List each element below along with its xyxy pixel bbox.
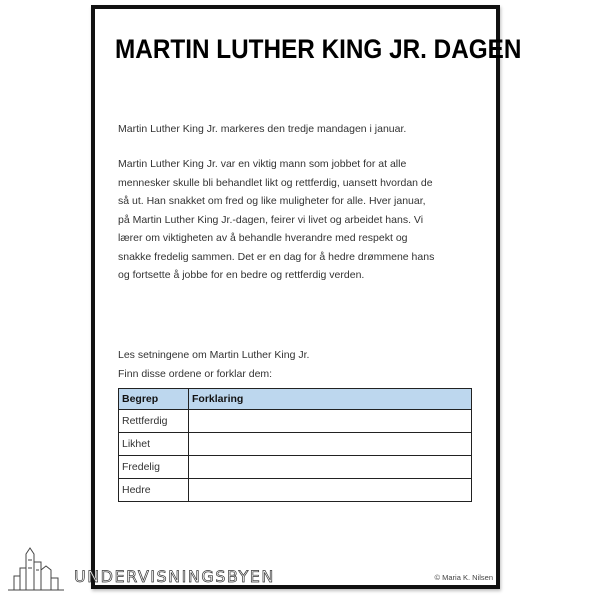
term-cell: Fredelig — [119, 456, 189, 479]
explanation-cell[interactable] — [189, 479, 472, 502]
term-cell: Likhet — [119, 433, 189, 456]
table-row — [119, 456, 472, 479]
instruction-line: Finn disse ordene or forklar dem: — [118, 367, 273, 380]
page-title: MARTIN LUTHER KING JR. DAGEN — [115, 34, 522, 64]
explanation-cell[interactable] — [189, 456, 472, 479]
body-line: mennesker skulle bli behandlet likt og rettferdig, uansett hvordan de — [118, 176, 433, 189]
header-forklaring: Forklaring — [189, 389, 472, 410]
body-line: på Martin Luther King Jr.-dagen, feirer vi livet og arbeidet hans. Vi — [118, 213, 424, 226]
body-line: snakke fredelig sammen. Det er en dag for å hedre drømmene hans — [118, 250, 435, 263]
table-row — [119, 410, 472, 433]
body-line: og fortsette å jobbe for en bedre og rettferdig verden. — [118, 269, 365, 281]
intro-text: Martin Luther King Jr. markeres den tredje mandagen i januar. — [118, 123, 407, 135]
brand-name: UNDERVISNINGSBYEN — [74, 567, 275, 586]
table-row — [119, 479, 472, 502]
table-header-row — [119, 389, 472, 410]
header-begrep: Begrep — [119, 389, 189, 410]
copyright-notice: © Maria K. Nilsen — [434, 573, 493, 582]
body-line: Martin Luther King Jr. var en viktig mann som jobbet for at alle — [118, 158, 407, 170]
explanation-cell[interactable] — [189, 433, 472, 456]
body-line: lærer om viktigheten av å behandle hverandre med respekt og — [118, 232, 408, 244]
worksheet-page — [91, 5, 522, 589]
term-cell: Hedre — [119, 479, 189, 502]
body-line: så ut. Han snakket om fred og like muligheter for alle. Hver januar, — [118, 195, 426, 207]
vocabulary-table — [118, 388, 472, 502]
brand-watermark — [8, 540, 308, 592]
instruction-line: Les setningene om Martin Luther King Jr. — [118, 349, 310, 361]
city-skyline-icon — [8, 540, 78, 592]
term-cell: Rettferdig — [119, 410, 189, 433]
explanation-cell[interactable] — [189, 410, 472, 433]
body-paragraph — [118, 155, 463, 285]
instructions — [118, 346, 463, 383]
table-row — [119, 433, 472, 456]
